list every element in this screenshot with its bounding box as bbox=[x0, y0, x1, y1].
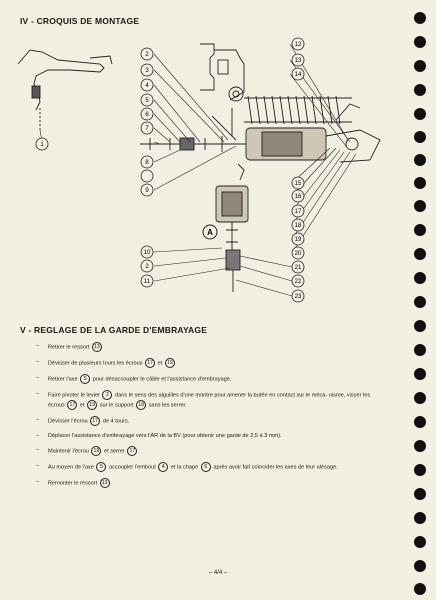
part-number: 17 bbox=[127, 446, 137, 456]
binder-hole bbox=[414, 512, 426, 524]
step-3: – Retirer l'axe 5 pour désaccoupler le câble et l'assistance d'embrayage. bbox=[36, 375, 232, 383]
step-1: – Retirer le ressort 13 bbox=[36, 342, 388, 352]
part-number: 19 bbox=[91, 446, 101, 456]
callout-label: 22 bbox=[294, 279, 302, 285]
binder-hole bbox=[414, 320, 426, 332]
binder-hole bbox=[414, 131, 426, 143]
binder-hole bbox=[414, 60, 426, 72]
callout-label: 3 bbox=[145, 68, 149, 74]
step-text: Remonter le ressort bbox=[48, 480, 98, 487]
callouts-right bbox=[292, 38, 304, 302]
binder-hole bbox=[414, 488, 426, 500]
callout-label: 7 bbox=[145, 126, 149, 132]
page-number: – 4/4 – bbox=[208, 570, 228, 576]
step-8: – Au moyen de l'axe 5 accoupler l'embout 4 et la chape 6 après avoir fait coïncider les axes de leur alésage. bbox=[36, 463, 338, 471]
binder-hole bbox=[414, 583, 426, 595]
binder-hole bbox=[414, 368, 426, 380]
step-text: accoupler l'embout bbox=[108, 464, 156, 471]
callout-label: 23 bbox=[294, 294, 302, 300]
binder-hole bbox=[414, 200, 426, 212]
binder-hole bbox=[414, 108, 426, 120]
part-number: 17 bbox=[145, 358, 155, 368]
detail-a-assembly bbox=[216, 164, 248, 292]
binder-hole bbox=[414, 392, 426, 404]
part-number: 19 bbox=[87, 400, 97, 410]
part-number: 5 bbox=[80, 374, 90, 384]
part-number: 19 bbox=[165, 358, 175, 368]
callout-label: 17 bbox=[294, 209, 302, 215]
binder-hole bbox=[414, 12, 426, 24]
part-number: 17 bbox=[67, 400, 77, 410]
step-text: de 4 tours. bbox=[102, 418, 130, 425]
step-text: Retirer l'axe bbox=[48, 376, 78, 383]
step-5: – Dévisser l'écrou 17 de 4 tours. bbox=[36, 417, 130, 425]
callout-label: 11 bbox=[143, 279, 151, 285]
binder-hole bbox=[414, 464, 426, 476]
step-text: Maintenir l'écrou bbox=[48, 448, 89, 455]
step-text: Retirer le ressort bbox=[48, 344, 90, 351]
callout-label: 20 bbox=[294, 251, 302, 257]
binder-hole bbox=[414, 440, 426, 452]
part-number: 17 bbox=[90, 416, 100, 426]
callout-label: 13 bbox=[294, 58, 302, 64]
callout-label: 10 bbox=[143, 250, 151, 256]
section-v-title: V - REGLAGE DE LA GARDE D'EMBRAYAGE bbox=[20, 325, 208, 335]
step-text: nisme, visser les écrous bbox=[48, 392, 371, 409]
part-number: 18 bbox=[136, 400, 146, 410]
callout-label: 9 bbox=[145, 188, 149, 194]
binder-hole bbox=[414, 536, 426, 548]
step-text: Dévisser l'écrou bbox=[48, 418, 88, 425]
step-text: sur le support bbox=[99, 402, 134, 409]
step-text: après avoir fait coïncider les axes de leur alésage. bbox=[213, 464, 338, 471]
binder-holes bbox=[414, 0, 430, 600]
callout-blank bbox=[141, 170, 153, 182]
step-2: – Dévisser de plusieurs tours les écrous 17 et 19 bbox=[36, 358, 388, 368]
binder-hole bbox=[414, 177, 426, 189]
step-7: – Maintenir l'écrou 19 et serrer 17 bbox=[36, 446, 388, 456]
detail-a-label: A bbox=[207, 228, 213, 237]
part-number: 4 bbox=[158, 462, 168, 472]
binder-hole bbox=[414, 36, 426, 48]
detail-marker bbox=[203, 225, 217, 239]
step-text: et la chape bbox=[170, 464, 199, 471]
section-iv-title: IV - CROQUIS DE MONTAGE bbox=[20, 16, 140, 26]
binder-hole bbox=[414, 272, 426, 284]
binder-hole bbox=[414, 416, 426, 428]
callout-label: 19 bbox=[294, 237, 302, 243]
step-text: dans le sens des aiguilles d'une montre pour amener la butée en contact sur le méca- bbox=[115, 392, 328, 399]
procedure-steps bbox=[36, 342, 388, 494]
assembly-diagram bbox=[0, 30, 400, 310]
callout-label: 21 bbox=[294, 265, 302, 271]
step-6: – Déplacer l'assistance d'embrayage vers l'AR de la BV (pour obtenir une garde de 2,5 à 3 mm). bbox=[36, 433, 282, 439]
binder-hole bbox=[414, 296, 426, 308]
support-bracket bbox=[200, 44, 244, 101]
step-text: Faire pivoter le levier bbox=[48, 392, 100, 399]
callout-label: 14 bbox=[294, 72, 302, 78]
part-number: 5 bbox=[96, 462, 106, 472]
leader-lines bbox=[40, 44, 356, 296]
callout-label: 12 bbox=[294, 42, 302, 48]
callout-label: 15 bbox=[294, 181, 302, 187]
clutch-pedal-sketch bbox=[18, 50, 112, 130]
part-number: 6 bbox=[201, 462, 211, 472]
step-text: et bbox=[157, 360, 163, 367]
step-text: sans les serrer. bbox=[148, 402, 187, 409]
part-number: 13 bbox=[100, 478, 110, 488]
binder-hole bbox=[414, 84, 426, 96]
step-text: Déplacer l'assistance d'embrayage vers l'AR de la BV (pour obtenir une garde de 2,5 à 3 mm). bbox=[48, 433, 282, 439]
callout-label: 2 bbox=[145, 52, 149, 58]
callout-label: 2 bbox=[145, 264, 149, 270]
callout-label: 16 bbox=[294, 194, 302, 200]
callout-label: 1 bbox=[40, 142, 44, 148]
callout-label: 18 bbox=[294, 223, 302, 229]
callout-label: 4 bbox=[145, 83, 149, 89]
step-text: et bbox=[79, 402, 85, 409]
step-text: pour désaccoupler le câble et l'assistance d'embrayage. bbox=[92, 376, 232, 383]
binder-hole bbox=[414, 248, 426, 260]
part-number: 13 bbox=[92, 342, 102, 352]
callout-label: 6 bbox=[145, 112, 149, 118]
step-9: – Remonter le ressort 13 bbox=[36, 478, 388, 488]
callouts-left bbox=[36, 48, 153, 287]
step-4: – Faire pivoter le levier 2 dans le sens des aiguilles d'une montre pour amener la butée en contact sur le méca- nisme, visser les écrous 17 et 19 sur le support 18 sans les serrer. bbox=[36, 391, 371, 409]
binder-hole bbox=[414, 224, 426, 236]
part-number: 2 bbox=[102, 390, 112, 400]
step-text: et serrer bbox=[104, 448, 125, 455]
step-text: Dévisser de plusieurs tours les écrous bbox=[48, 360, 143, 367]
callout-label: 5 bbox=[145, 98, 149, 104]
binder-hole bbox=[414, 154, 426, 166]
callout-label: 8 bbox=[145, 160, 149, 166]
binder-hole bbox=[414, 344, 426, 356]
step-text: Au moyen de l'axe bbox=[48, 464, 94, 471]
